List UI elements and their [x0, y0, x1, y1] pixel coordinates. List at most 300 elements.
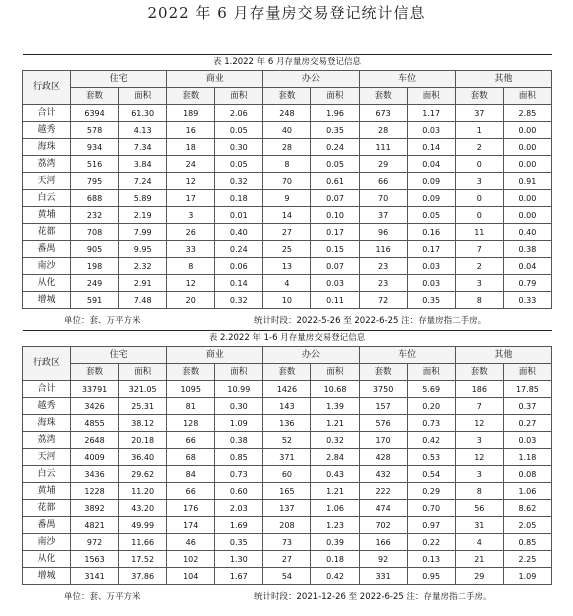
count-cell: 111 — [359, 139, 407, 156]
count-cell: 29 — [359, 156, 407, 173]
district-cell: 天河 — [23, 173, 71, 190]
area-cell: 2.06 — [215, 105, 263, 122]
area-cell: 0.00 — [503, 207, 551, 224]
area-cell: 1.06 — [311, 500, 359, 517]
count-cell: 176 — [167, 500, 215, 517]
count-cell: 70 — [359, 190, 407, 207]
count-cell: 66 — [359, 173, 407, 190]
area-cell: 20.18 — [119, 432, 167, 449]
count-cell: 7 — [455, 398, 503, 415]
district-cell: 天河 — [23, 449, 71, 466]
count-cell: 136 — [263, 415, 311, 432]
area-cell: 1.69 — [215, 517, 263, 534]
count-cell: 6394 — [71, 105, 119, 122]
count-cell: 33791 — [71, 381, 119, 398]
count-cell: 37 — [359, 207, 407, 224]
table-row — [23, 449, 552, 466]
count-cell: 905 — [71, 241, 119, 258]
table-caption: 表 2.2022 年 1-6 月存量房交易登记信息 — [23, 331, 552, 347]
district-cell: 海珠 — [23, 415, 71, 432]
area-cell: 0.32 — [311, 432, 359, 449]
area-cell: 1.96 — [311, 105, 359, 122]
district-cell: 合计 — [23, 105, 71, 122]
district-cell: 黄埔 — [23, 207, 71, 224]
count-cell: 428 — [359, 449, 407, 466]
area-cell: 321.05 — [119, 381, 167, 398]
table-row — [23, 292, 552, 309]
area-cell: 0.04 — [503, 258, 551, 275]
area-cell: 0.40 — [215, 224, 263, 241]
sub-header-area: 面积 — [503, 88, 551, 105]
table-body — [23, 381, 552, 585]
count-cell: 576 — [359, 415, 407, 432]
count-cell: 166 — [359, 534, 407, 551]
count-cell: 143 — [263, 398, 311, 415]
count-cell: 371 — [263, 449, 311, 466]
sub-header-area: 面积 — [311, 364, 359, 381]
table-row — [23, 241, 552, 258]
count-cell: 24 — [167, 156, 215, 173]
count-cell: 66 — [167, 432, 215, 449]
district-cell: 花都 — [23, 224, 71, 241]
area-cell: 8.62 — [503, 500, 551, 517]
area-cell: 2.25 — [503, 551, 551, 568]
count-cell: 33 — [167, 241, 215, 258]
area-cell: 0.73 — [215, 466, 263, 483]
count-cell: 702 — [359, 517, 407, 534]
count-cell: 68 — [167, 449, 215, 466]
sub-header-count: 套数 — [167, 88, 215, 105]
page-title: 2022 年 6 月存量房交易登记统计信息 — [147, 4, 426, 22]
area-cell: 1.21 — [311, 415, 359, 432]
count-cell: 81 — [167, 398, 215, 415]
district-cell: 番禺 — [23, 517, 71, 534]
area-cell: 0.24 — [311, 139, 359, 156]
group-header-parking: 车位 — [359, 71, 455, 88]
area-cell: 0.85 — [215, 449, 263, 466]
area-cell: 0.95 — [407, 568, 455, 585]
count-cell: 84 — [167, 466, 215, 483]
sub-header-count: 套数 — [455, 88, 503, 105]
count-cell: 52 — [263, 432, 311, 449]
area-cell: 11.20 — [119, 483, 167, 500]
count-cell: 29 — [455, 568, 503, 585]
count-cell: 54 — [263, 568, 311, 585]
count-cell: 4 — [455, 534, 503, 551]
area-cell: 0.53 — [407, 449, 455, 466]
count-cell: 11 — [455, 224, 503, 241]
area-cell: 36.40 — [119, 449, 167, 466]
count-cell: 70 — [263, 173, 311, 190]
area-cell: 0.03 — [407, 275, 455, 292]
group-header-commercial: 商业 — [167, 347, 263, 364]
count-cell: 934 — [71, 139, 119, 156]
table-row — [23, 398, 552, 415]
count-cell: 8 — [167, 258, 215, 275]
area-cell: 0.35 — [215, 534, 263, 551]
count-cell: 474 — [359, 500, 407, 517]
table-row — [23, 432, 552, 449]
area-cell: 0.16 — [407, 224, 455, 241]
area-cell: 49.99 — [119, 517, 167, 534]
area-cell: 2.03 — [215, 500, 263, 517]
area-cell: 7.48 — [119, 292, 167, 309]
count-cell: 9 — [263, 190, 311, 207]
count-cell: 4009 — [71, 449, 119, 466]
table-row — [23, 415, 552, 432]
area-cell: 1.30 — [215, 551, 263, 568]
district-cell: 黄埔 — [23, 483, 71, 500]
area-cell: 0.39 — [311, 534, 359, 551]
table-row — [23, 534, 552, 551]
area-cell: 11.66 — [119, 534, 167, 551]
count-cell: 96 — [359, 224, 407, 241]
area-cell: 0.04 — [407, 156, 455, 173]
area-cell: 2.05 — [503, 517, 551, 534]
area-cell: 7.99 — [119, 224, 167, 241]
area-cell: 1.23 — [311, 517, 359, 534]
district-cell: 南沙 — [23, 258, 71, 275]
sub-header-area: 面积 — [503, 364, 551, 381]
count-cell: 3436 — [71, 466, 119, 483]
count-cell: 104 — [167, 568, 215, 585]
count-cell: 46 — [167, 534, 215, 551]
area-cell: 0.03 — [503, 432, 551, 449]
count-cell: 1228 — [71, 483, 119, 500]
sub-header-area: 面积 — [215, 364, 263, 381]
area-cell: 0.07 — [311, 258, 359, 275]
area-cell: 0.00 — [503, 122, 551, 139]
area-cell: 0.29 — [407, 483, 455, 500]
area-cell: 0.27 — [503, 415, 551, 432]
area-cell: 1.39 — [311, 398, 359, 415]
count-cell: 60 — [263, 466, 311, 483]
sub-header-count: 套数 — [71, 88, 119, 105]
area-cell: 0.07 — [311, 190, 359, 207]
area-cell: 0.05 — [311, 156, 359, 173]
count-cell: 18 — [167, 139, 215, 156]
count-cell: 174 — [167, 517, 215, 534]
area-cell: 0.15 — [311, 241, 359, 258]
area-cell: 9.95 — [119, 241, 167, 258]
district-cell: 花都 — [23, 500, 71, 517]
table-row — [23, 190, 552, 207]
count-cell: 165 — [263, 483, 311, 500]
area-cell: 2.32 — [119, 258, 167, 275]
area-cell: 25.31 — [119, 398, 167, 415]
area-cell: 17.85 — [503, 381, 551, 398]
count-cell: 208 — [263, 517, 311, 534]
area-cell: 3.84 — [119, 156, 167, 173]
area-cell: 1.09 — [215, 415, 263, 432]
area-cell: 0.43 — [311, 466, 359, 483]
area-cell: 0.38 — [503, 241, 551, 258]
count-cell: 1426 — [263, 381, 311, 398]
count-cell: 12 — [455, 415, 503, 432]
district-cell: 番禺 — [23, 241, 71, 258]
sub-header-area: 面积 — [119, 88, 167, 105]
count-cell: 23 — [359, 258, 407, 275]
area-cell: 0.03 — [311, 275, 359, 292]
count-cell: 1 — [455, 122, 503, 139]
area-cell: 4.13 — [119, 122, 167, 139]
count-cell: 3426 — [71, 398, 119, 415]
count-cell: 170 — [359, 432, 407, 449]
count-cell: 189 — [167, 105, 215, 122]
area-cell: 0.11 — [311, 292, 359, 309]
group-header-residential: 住宅 — [71, 347, 167, 364]
area-cell: 0.17 — [407, 241, 455, 258]
area-cell: 0.24 — [215, 241, 263, 258]
area-cell: 0.42 — [311, 568, 359, 585]
count-cell: 972 — [71, 534, 119, 551]
district-cell: 荔湾 — [23, 156, 71, 173]
area-cell: 0.38 — [215, 432, 263, 449]
district-cell: 从化 — [23, 551, 71, 568]
count-cell: 13 — [263, 258, 311, 275]
table-row — [23, 466, 552, 483]
area-cell: 5.69 — [407, 381, 455, 398]
count-cell: 27 — [263, 224, 311, 241]
count-cell: 3750 — [359, 381, 407, 398]
count-cell: 331 — [359, 568, 407, 585]
group-header-parking: 车位 — [359, 347, 455, 364]
area-cell: 1.67 — [215, 568, 263, 585]
count-cell: 249 — [71, 275, 119, 292]
district-cell: 合计 — [23, 381, 71, 398]
area-cell: 0.61 — [311, 173, 359, 190]
area-cell: 0.09 — [407, 190, 455, 207]
count-cell: 3 — [167, 207, 215, 224]
sub-header-count: 套数 — [359, 364, 407, 381]
count-cell: 23 — [359, 275, 407, 292]
district-cell: 南沙 — [23, 534, 71, 551]
count-cell: 72 — [359, 292, 407, 309]
period-note: 统计时段：2022-5-26 至 2022-6-25 注：存量房指二手房。 — [254, 316, 487, 326]
area-cell: 10.99 — [215, 381, 263, 398]
count-cell: 3 — [455, 466, 503, 483]
area-cell: 0.35 — [311, 122, 359, 139]
count-cell: 248 — [263, 105, 311, 122]
count-cell: 8 — [263, 156, 311, 173]
area-cell: 0.14 — [407, 139, 455, 156]
table-row — [23, 173, 552, 190]
area-cell: 0.32 — [215, 292, 263, 309]
district-cell: 白云 — [23, 466, 71, 483]
table-row — [23, 207, 552, 224]
sub-header-area: 面积 — [407, 88, 455, 105]
area-cell: 2.84 — [311, 449, 359, 466]
count-cell: 4821 — [71, 517, 119, 534]
group-header-other: 其他 — [455, 71, 551, 88]
count-cell: 56 — [455, 500, 503, 517]
sub-header-area: 面积 — [311, 88, 359, 105]
total-row — [23, 381, 552, 398]
area-cell: 0.54 — [407, 466, 455, 483]
area-cell: 2.85 — [503, 105, 551, 122]
count-cell: 8 — [455, 483, 503, 500]
count-cell: 4855 — [71, 415, 119, 432]
count-cell: 128 — [167, 415, 215, 432]
count-cell: 37 — [455, 105, 503, 122]
table-row — [23, 122, 552, 139]
sub-header-count: 套数 — [455, 364, 503, 381]
district-cell: 海珠 — [23, 139, 71, 156]
group-header-other: 其他 — [455, 347, 551, 364]
area-cell: 7.34 — [119, 139, 167, 156]
count-cell: 28 — [263, 139, 311, 156]
area-cell: 0.03 — [407, 258, 455, 275]
area-cell: 1.21 — [311, 483, 359, 500]
district-cell: 从化 — [23, 275, 71, 292]
table-body — [23, 105, 552, 309]
sub-header-area: 面积 — [215, 88, 263, 105]
table-row — [23, 483, 552, 500]
area-cell: 61.30 — [119, 105, 167, 122]
area-cell: 0.01 — [215, 207, 263, 224]
area-cell: 0.73 — [407, 415, 455, 432]
table-caption: 表 1.2022 年 6 月存量房交易登记信息 — [23, 55, 552, 71]
sub-header-area: 面积 — [407, 364, 455, 381]
area-cell: 0.18 — [215, 190, 263, 207]
area-cell: 1.18 — [503, 449, 551, 466]
group-header-office: 办公 — [263, 347, 359, 364]
area-cell: 0.14 — [215, 275, 263, 292]
count-cell: 232 — [71, 207, 119, 224]
table-row — [23, 500, 552, 517]
district-cell: 越秀 — [23, 122, 71, 139]
count-cell: 3 — [455, 173, 503, 190]
table-row — [23, 224, 552, 241]
count-cell: 3141 — [71, 568, 119, 585]
district-cell: 越秀 — [23, 398, 71, 415]
count-cell: 516 — [71, 156, 119, 173]
area-cell: 0.32 — [215, 173, 263, 190]
count-cell: 66 — [167, 483, 215, 500]
area-cell: 0.91 — [503, 173, 551, 190]
count-cell: 432 — [359, 466, 407, 483]
area-cell: 43.20 — [119, 500, 167, 517]
count-cell: 8 — [455, 292, 503, 309]
unit-note: 单位：套、万平方米 — [64, 592, 141, 602]
area-cell: 0.85 — [503, 534, 551, 551]
sub-header-area: 面积 — [119, 364, 167, 381]
area-cell: 0.18 — [311, 551, 359, 568]
area-cell: 0.30 — [215, 398, 263, 415]
group-header-commercial: 商业 — [167, 71, 263, 88]
count-cell: 2 — [455, 139, 503, 156]
area-cell: 0.06 — [215, 258, 263, 275]
area-cell: 0.09 — [407, 173, 455, 190]
count-cell: 0 — [455, 156, 503, 173]
count-cell: 10 — [263, 292, 311, 309]
area-cell: 10.68 — [311, 381, 359, 398]
count-cell: 688 — [71, 190, 119, 207]
table-row — [23, 258, 552, 275]
area-cell: 0.13 — [407, 551, 455, 568]
count-cell: 578 — [71, 122, 119, 139]
table-row — [23, 551, 552, 568]
count-cell: 198 — [71, 258, 119, 275]
area-cell: 0.03 — [407, 122, 455, 139]
table-monthly-transactions — [22, 54, 552, 309]
area-cell: 0.00 — [503, 190, 551, 207]
area-cell: 0.60 — [215, 483, 263, 500]
count-cell: 20 — [167, 292, 215, 309]
count-cell: 31 — [455, 517, 503, 534]
count-cell: 222 — [359, 483, 407, 500]
area-cell: 0.70 — [407, 500, 455, 517]
count-cell: 4 — [263, 275, 311, 292]
table-row — [23, 568, 552, 585]
count-cell: 3 — [455, 432, 503, 449]
count-cell: 1563 — [71, 551, 119, 568]
table-note — [22, 590, 552, 604]
area-cell: 17.52 — [119, 551, 167, 568]
area-cell: 1.17 — [407, 105, 455, 122]
district-header: 行政区 — [23, 71, 71, 105]
area-cell: 0.05 — [215, 156, 263, 173]
area-cell: 0.42 — [407, 432, 455, 449]
count-cell: 102 — [167, 551, 215, 568]
count-cell: 12 — [167, 173, 215, 190]
area-cell: 0.20 — [407, 398, 455, 415]
district-cell: 荔湾 — [23, 432, 71, 449]
count-cell: 26 — [167, 224, 215, 241]
count-cell: 12 — [455, 449, 503, 466]
count-cell: 157 — [359, 398, 407, 415]
period-note: 统计时段：2021-12-26 至 2022-6-25 注：存量房指二手房。 — [254, 592, 492, 602]
area-cell: 2.91 — [119, 275, 167, 292]
area-cell: 1.09 — [503, 568, 551, 585]
area-cell: 0.05 — [215, 122, 263, 139]
table-row — [23, 156, 552, 173]
count-cell: 21 — [455, 551, 503, 568]
unit-note: 单位：套、万平方米 — [64, 316, 141, 326]
table-row — [23, 139, 552, 156]
count-cell: 3892 — [71, 500, 119, 517]
count-cell: 708 — [71, 224, 119, 241]
count-cell: 673 — [359, 105, 407, 122]
count-cell: 591 — [71, 292, 119, 309]
count-cell: 1095 — [167, 381, 215, 398]
district-cell: 白云 — [23, 190, 71, 207]
total-row — [23, 105, 552, 122]
count-cell: 25 — [263, 241, 311, 258]
area-cell: 0.00 — [503, 139, 551, 156]
area-cell: 0.79 — [503, 275, 551, 292]
table-row — [23, 517, 552, 534]
count-cell: 14 — [263, 207, 311, 224]
sub-header-count: 套数 — [167, 364, 215, 381]
count-cell: 7 — [455, 241, 503, 258]
table-ytd-transactions — [22, 330, 552, 585]
count-cell: 3 — [455, 275, 503, 292]
area-cell: 0.40 — [503, 224, 551, 241]
count-cell: 12 — [167, 275, 215, 292]
area-cell: 0.10 — [311, 207, 359, 224]
area-cell: 2.19 — [119, 207, 167, 224]
count-cell: 116 — [359, 241, 407, 258]
district-cell: 增城 — [23, 292, 71, 309]
area-cell: 0.08 — [503, 466, 551, 483]
area-cell: 0.37 — [503, 398, 551, 415]
count-cell: 40 — [263, 122, 311, 139]
count-cell: 17 — [167, 190, 215, 207]
sub-header-count: 套数 — [71, 364, 119, 381]
count-cell: 28 — [359, 122, 407, 139]
sub-header-count: 套数 — [263, 364, 311, 381]
